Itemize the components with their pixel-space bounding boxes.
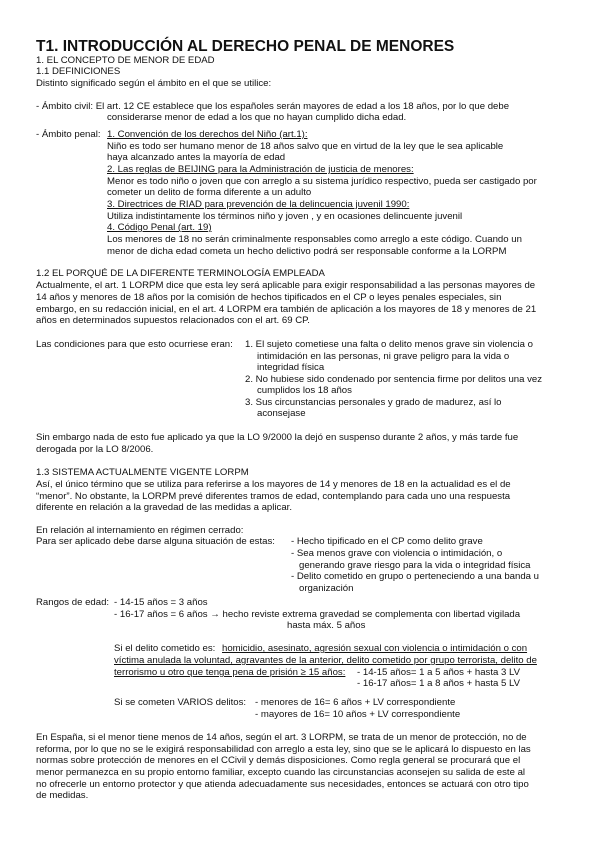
crime-list: homicidio, asesinato, agresión sexual con violencia o intimidación o con [222,643,528,654]
paragraph-line: Así, el único término que se utiliza para referirse a los mayores de 14 y menores de 18 en la actualidad es el de [36,479,511,490]
crime-list: terrorismo u otro que tenga pena de prisión ≥ 15 años: [114,667,346,678]
section-heading: 1. EL CONCEPTO DE MENOR DE EDAD [36,55,215,66]
paragraph-line: En España, si el menor tiene menos de 14 años, según el art. 3 LORPM, se trata de un menor de protección, no de [36,732,527,743]
penal-heading: 1. Convención de los derechos del Niño (art.1): [107,129,308,140]
paragraph-line: Sin embargo nada de esto fue aplicado ya que la LO 9/2000 la dejó en suspenso durante 2 años, y más tarde fue [36,432,519,443]
penal-heading: 3. Directrices de RIAD para prevención de la delincuencia juvenil 1990: [107,199,410,210]
penal-text: Utiliza indistintamente los términos niño y joven , y en ocasiones delincuente juvenil [107,211,463,222]
several-crimes-item: - mayores de 16= 10 años + LV correspondiente [255,709,461,720]
page-title: T1. INTRODUCCIÓN AL DERECHO PENAL DE MENORES [36,38,455,55]
paragraph-line: años en determinados supuestos relacionados con el art. 69 CP. [36,315,310,326]
crime-list: víctima anulada la voluntad, agravantes de la anterior, delito cometido por grupo terrorista, delito de [114,655,537,666]
several-crimes-item: - menores de 16= 6 años + LV correspondiente [255,697,456,708]
civil-line: considerarse menor de edad a los que no hayan cumplido dicha edad. [107,112,407,123]
paragraph-line: normas sobre protección de menores en el CCivil y demás disposiciones. Como regla general se procurará que el [36,755,521,766]
civil-line: - Ámbito civil: El art. 12 CE establece que los españoles serán mayores de edad a los 18 años, por lo que debe [36,101,510,112]
crime-penalty: - 14-15 años= 1 a 5 años + hasta 3 LV [357,667,521,678]
paragraph-line: diferente en relación a la gravedad de las medidas a aplicar. [36,502,292,513]
paragraph-line: embargo, en su redacción inicial, en el art. 4 LORPM era también de aplicación a los mayores de 18 y menores de 21 [36,304,537,315]
age-range-item: - 14-15 años = 3 años [114,597,208,608]
penal-text: Menor es todo niño o joven que con arreglo a su sistema jurídico respectivo, pueda ser castigado por [107,176,537,187]
situation-item: - Delito cometido en grupo o perteneciendo a una banda u [291,571,540,582]
condition-item: 1. El sujeto cometiese una falta o delito menos grave sin violencia o [245,339,533,350]
subsection-heading: 1.3 SISTEMA ACTUALMENTE VIGENTE LORPM [36,467,249,478]
conditions-label: Las condiciones para que esto ocurriese eran: [36,339,233,350]
condition-item: aconsejase [257,408,306,419]
condition-item: integridad física [257,362,325,373]
situation-item: - Hecho tipificado en el CP como delito grave [291,536,483,547]
internment-label: En relación al internamiento en régimen cerrado: [36,525,244,536]
paragraph-line: 14 años y menores de 18 años por la comisión de hechos tipificados en el CP o leyes penales especiales, sin [36,292,502,303]
penal-heading: 4. Código Penal (art. 19) [107,222,212,233]
situation-item: - Sea menos grave con violencia o intimidación, o [291,548,503,559]
condition-item: 2. No hubiese sido condenado por sentencia firme por delitos una vez [245,374,543,385]
penal-text: haya alcanzado antes la mayoría de edad [107,152,286,163]
paragraph-line: Actualmente, el art. 1 LORPM dice que esta ley será aplicable para exigir responsabilidad a las personas mayores de [36,280,536,291]
situation-item: generando grave riesgo para la vida o integridad física [299,560,531,571]
condition-item: 3. Sus circunstancias personales y grado de madurez, así lo [245,397,502,408]
age-range-item: hasta máx. 5 años [287,620,366,631]
crime-penalty: - 16-17 años= 1 a 8 años + hasta 5 LV [357,678,521,689]
penal-heading: 2. Las reglas de BEIJING para la Administración de justicia de menores: [107,164,414,175]
penal-text: menor de dicha edad cometa un hecho delictivo podrá ser responsable conforme a la LORPM [107,246,507,257]
paragraph-line: no ofrecerle un entorno protector y que atienda adecuadamente sus necesidades, entonces se actuará con otro tipo [36,779,529,790]
age-ranges-label: Rangos de edad: [36,597,110,608]
penal-text: Los menores de 18 no serán criminalmente responsables como arreglo a este código. Cuando un [107,234,522,245]
penal-text: Niño es todo ser humano menor de 18 años salvo que en virtud de la ley que le sea aplicable [107,141,504,152]
paragraph-line: de medidas. [36,790,89,801]
internment-text: Para ser aplicado debe darse alguna situación de estas: [36,536,275,547]
condition-item: intimidación en las personas, ni grave peligro para la vida o [257,351,510,362]
paragraph-line: derogada por la LO 8/2006. [36,444,154,455]
intro-text: Distinto significado según el ámbito en el que se utilice: [36,78,272,89]
penal-label: - Ámbito penal: [36,129,101,140]
paragraph-line: “menor”. No obstante, la LORPM prevé diferentes tramos de edad, contemplando para cada uno una respuesta [36,491,511,502]
penal-text: cometer un delito de forma diferente a un adulto [107,187,312,198]
crime-label: Si el delito cometido es: [114,643,216,654]
several-crimes-label: Si se cometen VARIOS delitos: [114,697,247,708]
subsection-heading: 1.1 DEFINICIONES [36,66,121,77]
situation-item: organización [299,583,354,594]
condition-item: cumplidos los 18 años [257,385,352,396]
paragraph-line: reforma, por lo que no se le exigirá responsabilidad con arreglo a esta ley, sino que se le aplicará lo dispuesto en las [36,744,531,755]
age-range-item: - 16-17 años = 6 años → hecho reviste extrema gravedad se complementa con libertad vigilada [114,609,521,620]
paragraph-line: menor permanezca en su propio entorno familiar, excepto cuando las circunstancias aconsejen su salida de este al [36,767,526,778]
subsection-heading: 1.2 EL PORQUÉ DE LA DIFERENTE TERMINOLOGÍA EMPLEADA [36,268,325,279]
